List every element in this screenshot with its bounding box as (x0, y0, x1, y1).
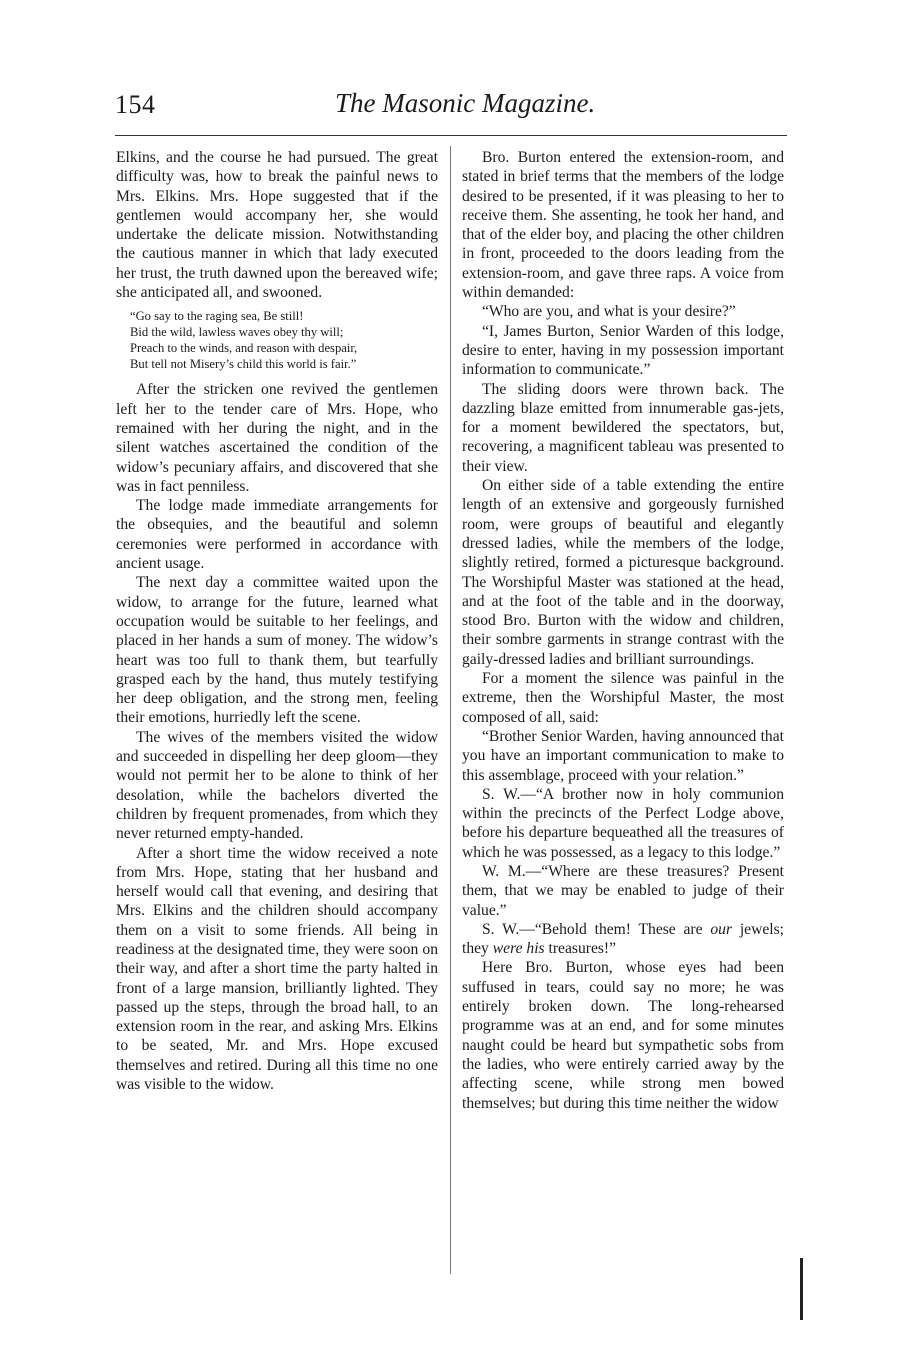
right-column (462, 148, 784, 1113)
paragraph: The sliding doors were thrown back. The dazzling blaze emitted from innumerable gas-jets, for a moment bewildered the spectators, but, recovering, a magnificent tableau was presented to their view. (462, 380, 784, 475)
paragraph: For a moment the silence was painful in the extreme, then the Worshipful Master, the most composed of all, said: (462, 670, 784, 726)
header-rule (115, 135, 787, 136)
paragraph: Elkins, and the course he had pursued. The great difficulty was, how to break the painful news to Mrs. Elkins. Mrs. Hope suggested that if the gentlemen would accompany her, she would undertake the delicate mission. Notwithstanding the cautious manner in which that lady executed her trust, the truth dawned upon the bereaved wife; she anticipated all, and swooned. (116, 149, 438, 302)
paragraph: Here Bro. Burton, whose eyes had been suffused in tears, could say no more; he was entirely broken down. The long-rehearsed programme was at an end, and for some minutes naught could be heard but sympathetic sobs from the ladies, who were entirely carried away by the affecting scene, while strong men bowed themselves; but during this time neither the widow (462, 959, 784, 1112)
paragraph: On either side of a table extending the entire length of an extensive and gorgeously furnished room, were groups of beautiful and elegantly dressed ladies, while the members of the lodge, slightly retired, formed a picturesque background. The Worshipful Master was stationed at the head, and at the foot of the table and in the doorway, stood Bro. Burton with the widow and children, their sombre garments in strange contrast with the gaily-dressed ladies and brilliant surroundings. (462, 477, 784, 668)
page-number: 154 (115, 90, 156, 119)
text-run: jewels; they (462, 920, 784, 958)
poem-quote (130, 308, 438, 372)
column-divider (450, 146, 451, 1274)
poem-line: But tell not Misery’s child this world is fair.” (130, 357, 357, 372)
text-run: S. W.—“Behold them! These are (482, 920, 703, 938)
paragraph: The lodge made immediate arrangements for the obsequies, and the beautiful and solemn ceremonies were performed in accordance with ancient usage. (116, 497, 438, 573)
text-run: treasures!” (548, 940, 617, 958)
paragraph: S. W.—“A brother now in holy communion within the precincts of the Perfect Lodge above, before his departure bequeathed all the treasures of which he was possessed, as a legacy to this lodge.” (462, 785, 784, 861)
paragraph: “Who are you, and what is your desire?” (482, 303, 736, 321)
paragraph: “I, James Burton, Senior Warden of this lodge, desire to enter, having in my possession important information to communicate.” (462, 322, 784, 379)
page-edge-mark (800, 1258, 803, 1320)
paragraph (462, 920, 784, 959)
paragraph: The next day a committee waited upon the widow, to arrange for the future, learned what occupation would be suitable to her feelings, and placed in her hands a sum of money. The widow’s heart was too full to thank them, but tearfully grasped each by the hand, thus mutely testifying her deep obligation, and the strong men, feeling their emotions, hurriedly left the scene. (116, 574, 438, 727)
running-head-title: The Masonic Magazine. (335, 88, 596, 118)
poem-line: “Go say to the raging sea, Be still! (130, 309, 304, 324)
poem-line: Preach to the winds, and reason with despair, (130, 341, 358, 356)
paragraph: After the stricken one revived the gentlemen left her to the tender care of Mrs. Hope, who remained with her during the night, and in the silent watches ascertained the condition of the widow’s pecuniary affairs, and discovered that she was in fact penniless. (116, 381, 438, 495)
paragraph: Bro. Burton entered the extension-room, and stated in brief terms that the members of the lodge desired to be presented, if it was pleasing to her to receive them. She assenting, he took her hand, and that of the elder boy, and placing the other children in front, proceeded to the doors leading from the extension-room, and gave three raps. A voice from within demanded: (462, 149, 784, 302)
paragraph: W. M.—“Where are these treasures? Present them, that we may be enabled to judge of their value.” (462, 862, 784, 919)
paragraph: The wives of the members visited the widow and succeeded in dispelling her deep gloom—they would not permit her to be alone to think of her desolation, while the bachelors diverted the children by frequent promenades, from which they never returned empty-handed. (116, 728, 438, 843)
paragraph: After a short time the widow received a note from Mrs. Hope, stating that her husband and herself would call that evening, and desiring that Mrs. Elkins and the children should accompany them on a visit to some friends. All being in readiness at the designated time, they were soon on their way, and after a short time the party halted in front of a large mansion, brilliantly lighted. They passed up the steps, through the broad hall, to an extension room in the rear, and asking Mrs. Elkins to be seated, Mr. and Mrs. Hope excused themselves and retired. During all this time no one was visible to the widow. (116, 844, 438, 1094)
paragraph: “Brother Senior Warden, having announced that you have an important communication to make to this assemblage, proceed with your relation.” (462, 727, 784, 784)
italic-text: were his (492, 940, 545, 958)
poem-line: Bid the wild, lawless waves obey thy will; (130, 325, 344, 340)
left-column (116, 148, 438, 1094)
italic-text: our (710, 920, 733, 938)
